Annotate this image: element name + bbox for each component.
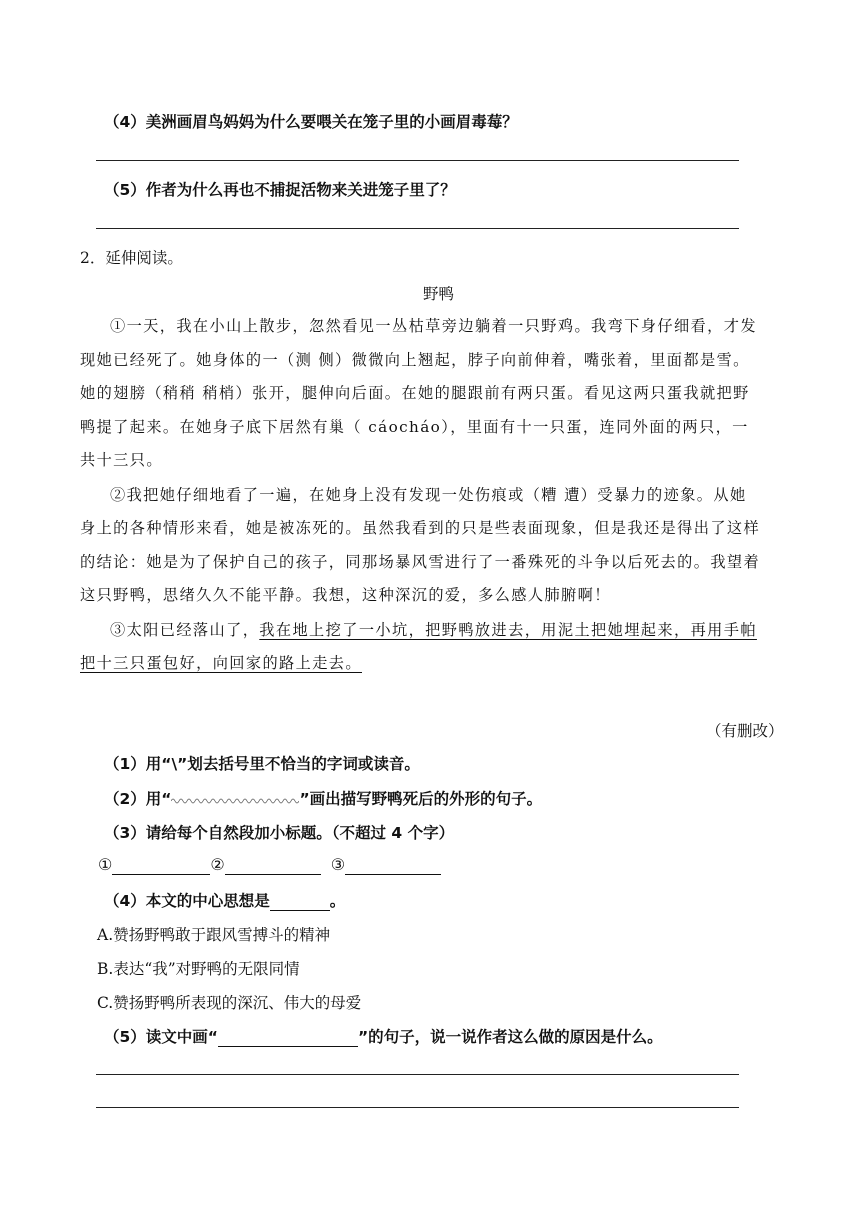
passage-line: 鸭提了起来。在她身子底下居然有巢（ cáocháo），里面有十一只蛋，连同外面的两只，一 <box>80 418 749 436</box>
question-2-5 <box>104 1025 663 1047</box>
blank-marker: ① <box>98 855 113 874</box>
passage-line: 的结论：她是为了保护自己的孩子，同那场暴风雪进行了一番殊死的斗争以后死去的。我望着 <box>80 553 761 571</box>
question-2-4 <box>104 889 345 911</box>
question-text: （2）用“ <box>104 790 172 808</box>
title-blank-2[interactable] <box>225 855 321 875</box>
passage-line: 现她已经死了。她身体的一（测 侧）微微向上翘起，脖子向前伸着，嘴张着，里面都是雪。 <box>80 351 750 369</box>
underlined-sentence: 我在地上挖了一小坑，把野鸭放进去，用泥土把她埋起来，再用手帕 <box>259 621 757 639</box>
question-1-4: （4）美洲画眉鸟妈妈为什么要喂关在笼子里的小画眉毒莓？ <box>104 113 518 131</box>
question-2-3: （3）请给每个自然段加小标题。（不超过 4 个字） <box>104 824 455 842</box>
passage-line: ①一天，我在小山上散步，忽然看见一丛枯草旁边躺着一只野鸡。我弯下身仔细看，才发 <box>110 317 757 335</box>
passage-line: ②我把她仔细地看了一遍，在她身上没有发现一处伤痕或（糟 遭）受暴力的迹象。从她 <box>110 486 747 504</box>
passage-line: 这只野鸭，思绪久久不能平静。我想，这种深沉的爱，多么感人肺腑啊！ <box>80 586 611 604</box>
answer-line[interactable] <box>96 1107 739 1108</box>
answer-blank[interactable] <box>270 892 330 911</box>
question-text: ”的句子，说一说作者这么做的原因是什么。 <box>357 1028 663 1046</box>
answer-line[interactable] <box>96 160 739 161</box>
wavy-line-icon <box>171 795 299 805</box>
question-2-1: （1）用“\”划去括号里不恰当的字词或读音。 <box>104 755 420 773</box>
option-c[interactable]: C.赞扬野鸭所表现的深沉、伟大的母爱 <box>97 994 362 1012</box>
title-blanks-row <box>98 855 441 875</box>
answer-line[interactable] <box>96 1074 739 1075</box>
question-text: （5）读文中画“ <box>104 1028 218 1046</box>
question-1-5: （5）作者为什么再也不捕捉活物来关进笼子里了？ <box>104 181 456 199</box>
passage-line <box>80 652 362 673</box>
option-b[interactable]: B.表达“我”对野鸭的无限同情 <box>97 960 300 978</box>
underlined-sentence: 把十三只蛋包好，向回家的路上走去。 <box>80 654 362 672</box>
question-2-2 <box>104 787 542 809</box>
title-blank-1[interactable] <box>112 855 210 875</box>
passage-line: 她的翅膀（稍稍 稍梢）张开，腿伸向后面。在她的腿跟前有两只蛋。看见这两只蛋我就把野 <box>80 384 750 402</box>
passage-line <box>110 619 757 640</box>
option-a[interactable]: A.赞扬野鸭敢于跟风雪搏斗的精神 <box>97 926 331 944</box>
question-text: ”画出描写野鸭死后的外形的句子。 <box>299 790 543 808</box>
question-text: 。 <box>329 892 346 910</box>
passage-line: 共十三只。 <box>80 451 163 469</box>
title-blank-3[interactable] <box>345 855 441 875</box>
question-text: （4）本文的中心思想是 <box>104 892 270 910</box>
section-heading: 2．延伸阅读。 <box>80 249 183 267</box>
blank-marker: ② <box>210 855 225 874</box>
passage-text: ③太阳已经落山了， <box>110 621 260 639</box>
blank-marker: ③ <box>330 855 346 874</box>
underline-sample <box>218 1028 358 1047</box>
passage-title: 野鸭 <box>423 285 455 303</box>
source-note: （有删改） <box>706 722 784 740</box>
answer-line[interactable] <box>96 228 739 229</box>
passage-line: 身上的各种情形来看，她是被冻死的。虽然我看到的只是些表面现象，但是我还是得出了这样 <box>80 519 761 537</box>
